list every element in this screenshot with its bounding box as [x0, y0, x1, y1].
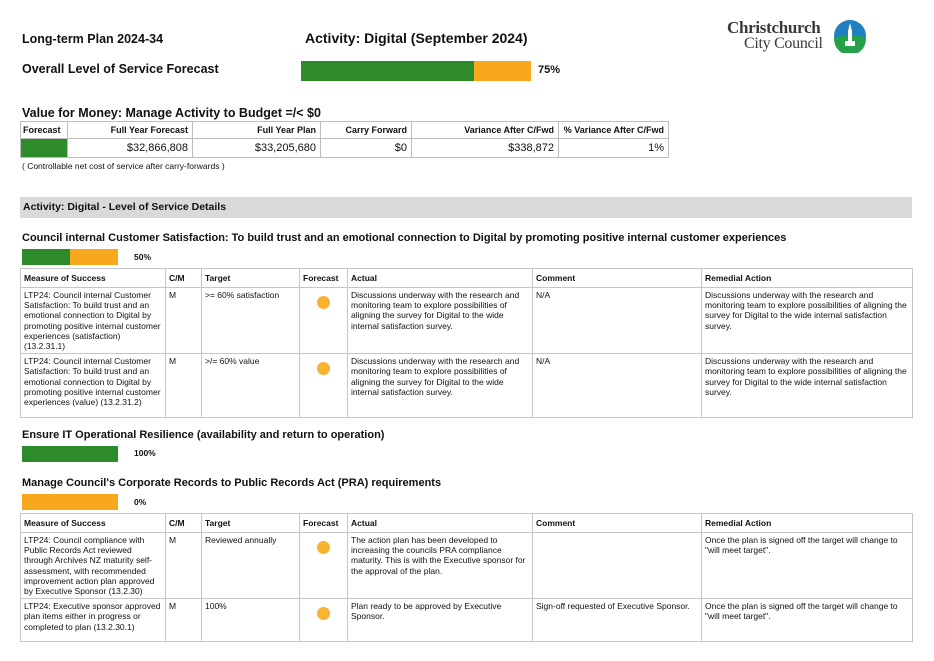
- forecast-cell: [300, 354, 348, 418]
- forecast-cell: [300, 288, 348, 354]
- col-cm: C/M: [166, 269, 202, 288]
- comment-cell: N/A: [533, 354, 702, 418]
- group-forecast-bar: [22, 494, 118, 510]
- target-cell: Reviewed annually: [202, 533, 300, 599]
- group-title: Manage Council's Corporate Records to Public Records Act (PRA) requirements: [22, 477, 442, 489]
- actual-cell: Discussions underway with the research and monitoring team to explore possibilities of aligning the survey for Digital to the wide internal satisfaction survey.: [348, 288, 533, 354]
- group-title: Council internal Customer Satisfaction: To build trust and an emotional connection to Digital by promoting positive internal customer experiences: [22, 232, 787, 244]
- actual-cell: Plan ready to be approved by Executive Sponsor.: [348, 599, 533, 642]
- comment-cell: N/A: [533, 288, 702, 354]
- overall-los-label: Overall Level of Service Forecast: [22, 62, 219, 76]
- cm-cell: M: [166, 599, 202, 642]
- cathedral-logo-icon: [833, 19, 867, 53]
- cm-cell: M: [166, 354, 202, 418]
- vfm-full-year-forecast: $32,866,808: [68, 139, 193, 158]
- measures-table: [20, 513, 913, 642]
- vfm-col-full-year-plan: Full Year Plan: [193, 122, 321, 139]
- forecast-cell: [300, 533, 348, 599]
- table-row: [21, 533, 913, 599]
- table-row: [21, 288, 913, 354]
- vfm-variance: $338,872: [412, 139, 559, 158]
- plan-title: Long-term Plan 2024-34: [22, 32, 164, 46]
- comment-cell: Sign-off requested of Executive Sponsor.: [533, 599, 702, 642]
- logo-text-line1: Christchurch: [727, 18, 821, 37]
- forecast-cell: [300, 599, 348, 642]
- vfm-col-pct-variance: % Variance After C/Fwd: [559, 122, 669, 139]
- col-actual: Actual: [348, 514, 533, 533]
- vfm-header-row: [21, 122, 669, 139]
- forecast-orange-segment: [22, 494, 118, 510]
- group-forecast-percent: 0%: [134, 497, 147, 507]
- table-row: [21, 599, 913, 642]
- actual-cell: The action plan has been developed to increasing the councils PRA compliance maturity. This is with the Executive sponsor for the approval of the plan.: [348, 533, 533, 599]
- vfm-table: [20, 121, 669, 158]
- remedial-cell: Once the plan is signed off the target will change to "will meet target".: [702, 599, 913, 642]
- amber-status-dot-icon: [317, 607, 330, 620]
- remedial-cell: Discussions underway with the research and monitoring team to explore possibilities of aligning the survey for Digital to the wide internal satisfaction survey.: [702, 288, 913, 354]
- amber-status-dot-icon: [317, 362, 330, 375]
- col-cm: C/M: [166, 514, 202, 533]
- vfm-col-full-year-forecast: Full Year Forecast: [68, 122, 193, 139]
- remedial-cell: Discussions underway with the research and monitoring team to explore possibilities of aligning the survey for Digital to the wide internal satisfaction survey.: [702, 354, 913, 418]
- vfm-data-row: [21, 139, 669, 158]
- cm-cell: M: [166, 533, 202, 599]
- forecast-green-segment: [301, 61, 474, 81]
- overall-forecast-percent: 75%: [538, 64, 561, 76]
- col-comment: Comment: [533, 514, 702, 533]
- forecast-orange-segment: [70, 249, 118, 265]
- actual-cell: Discussions underway with the research and monitoring team to explore possibilities of aligning the survey for Digital to the wide internal satisfaction survey.: [348, 354, 533, 418]
- col-remedial-action: Remedial Action: [702, 514, 913, 533]
- comment-cell: [533, 533, 702, 599]
- col-actual: Actual: [348, 269, 533, 288]
- vfm-col-forecast: Forecast: [21, 122, 68, 139]
- col-measure-of-success: Measure of Success: [21, 269, 166, 288]
- col-measure-of-success: Measure of Success: [21, 514, 166, 533]
- vfm-forecast-status-swatch: [21, 139, 68, 158]
- table-row: [21, 354, 913, 418]
- measure-cell: LTP24: Council internal Customer Satisfaction: To build trust and an emotional connection to Digital by promoting positive internal customer experiences (satisfaction) (13.2.31.1): [21, 288, 166, 354]
- section-title: Activity: Digital - Level of Service Details: [23, 201, 227, 213]
- target-cell: 100%: [202, 599, 300, 642]
- vfm-title: Value for Money: Manage Activity to Budget =/< $0: [22, 106, 321, 120]
- group-title: Ensure IT Operational Resilience (availability and return to operation): [22, 429, 385, 441]
- measure-cell: LTP24: Executive sponsor approved plan items either in progress or completed to plan (13.2.30.1): [21, 599, 166, 642]
- table-header-row: [21, 514, 913, 533]
- group-forecast-bar: [22, 249, 118, 265]
- col-forecast: Forecast: [300, 269, 348, 288]
- council-logo: [727, 18, 872, 58]
- col-target: Target: [202, 514, 300, 533]
- logo-text-line2: City Council: [744, 35, 823, 52]
- forecast-orange-segment: [474, 61, 532, 81]
- measures-table: [20, 268, 913, 418]
- cm-cell: M: [166, 288, 202, 354]
- vfm-note: ( Controllable net cost of service after carry-forwards ): [22, 161, 225, 171]
- vfm-col-carry-forward: Carry Forward: [321, 122, 412, 139]
- group-forecast-percent: 100%: [134, 448, 156, 458]
- amber-status-dot-icon: [317, 296, 330, 309]
- vfm-pct-variance: 1%: [559, 139, 669, 158]
- measure-cell: LTP24: Council internal Customer Satisfaction: To build trust and an emotional connection to Digital by promoting positive internal customer experiences (value) (13.2.31.2): [21, 354, 166, 418]
- remedial-cell: Once the plan is signed off the target will change to "will meet target".: [702, 533, 913, 599]
- group-forecast-percent: 50%: [134, 252, 152, 262]
- activity-title: Activity: Digital (September 2024): [305, 30, 528, 46]
- forecast-green-segment: [22, 446, 118, 462]
- section-header-band: [20, 197, 912, 218]
- target-cell: >/= 60% value: [202, 354, 300, 418]
- col-remedial-action: Remedial Action: [702, 269, 913, 288]
- target-cell: >= 60% satisfaction: [202, 288, 300, 354]
- measure-cell: LTP24: Council compliance with Public Records Act reviewed through Archives NZ maturity self-assessment, with recommended improvement action plan approved by Executive Sponsor (13.2.30): [21, 533, 166, 599]
- forecast-green-segment: [22, 249, 70, 265]
- overall-forecast-bar: [301, 61, 531, 81]
- table-header-row: [21, 269, 913, 288]
- vfm-col-variance: Variance After C/Fwd: [412, 122, 559, 139]
- col-forecast: Forecast: [300, 514, 348, 533]
- col-comment: Comment: [533, 269, 702, 288]
- vfm-full-year-plan: $33,205,680: [193, 139, 321, 158]
- amber-status-dot-icon: [317, 541, 330, 554]
- group-forecast-bar: [22, 446, 118, 462]
- vfm-carry-forward: $0: [321, 139, 412, 158]
- col-target: Target: [202, 269, 300, 288]
